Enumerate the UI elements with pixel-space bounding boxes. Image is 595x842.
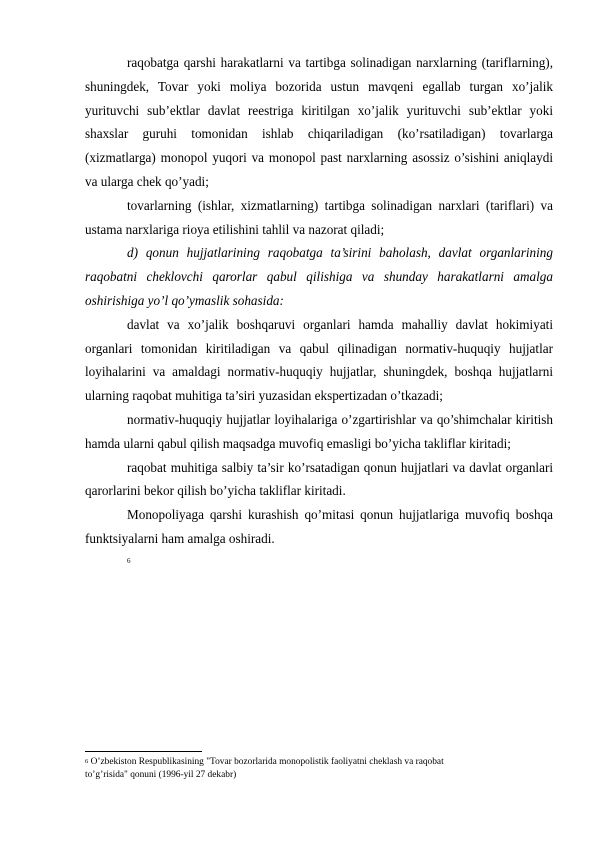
paragraph-repeal-proposals: raqobat muhitiga salbiy ta’sir ko’rsatadigan qonun hujjatlari va davlat organlari qarorlarini bekor qilish bo’yicha takliflar kiritadi. (85, 459, 553, 499)
footnote-text-line2: to’g’risida" qonuni (1996-yil 27 dekabr) (85, 770, 237, 780)
paragraph-regulated-prices: tovarlarning (ishlar, xizmatlarning) tartibga solinadigan narxlari (tariflari) va ustama narxlariga rioya etilishini tahlil va nazorat qiladi; (85, 197, 553, 237)
section-heading-legislation-impact: d) qonun hujjatlarining raqobatga ta’sirini baholash, davlat organlarining raqobatni cheklovchi qarorlar qabul qilishiga va shunday harakatlarni amalga oshirishiga yo’l qo’ymaslik sohasida: (85, 245, 553, 308)
paragraph-amendments: normativ-huquqiy hujjatlar loyihalariga o’zgartirishlar va qo’shimchalar kiritish hamda ularni qabul qilish maqsadga muvofiq emasligi bo’yicha takliflar kiritadi; (85, 411, 553, 451)
footnote-reference-marker: 6 (127, 556, 131, 565)
paragraph-other-functions: Monopoliyaga qarshi kurashish qo’mitasi qonun hujjatlariga muvofiq boshqa funktsiyalarni ham amalga oshiradi. (85, 507, 553, 546)
body-text (85, 51, 553, 567)
paragraph-market-abuse: raqobatga qarshi harakatlarni va tartibga solinadigan narxlarning (tariflarning), shuningdek, Tovar yoki moliya bozorida ustun mavqeni egallab turgan xo’jalik yurituvchi sub’ektlar davlat reestriga kiritilgan xo’jalik yurituvchi sub’ektlar yoki shaxslar guruhi tomonidan ishlab chiqariladigan (ko’rsatiladigan) tovarlarga (xizmatlarga) monopol yuqori va monopol past narxlarning asossiz o’sishini aniqlaydi va ularga chek qo’yadi; (85, 55, 553, 189)
paragraph-expertise: davlat va xo’jalik boshqaruvi organlari hamda mahalliy davlat hokimiyati organlari tomonidan kiritiladigan va qabul qilinadigan normativ-huquqiy hujjatlar loyihalarini va amaldagi normativ-huquqiy hujjatlar, shuningdek, boshqa hujjatlarni ularning raqobat muhitiga ta’siri yuzasidan ekspertizadan o’tkazadi; (85, 316, 553, 404)
footnote-text-line1: O’zbekiston Respublikasining "Tovar bozorlarida monopolistik faoliyatni cheklash va raqobat (88, 757, 444, 767)
footnote (85, 756, 555, 782)
footnote-separator (85, 751, 202, 752)
footnote-number: 6 (85, 758, 89, 765)
